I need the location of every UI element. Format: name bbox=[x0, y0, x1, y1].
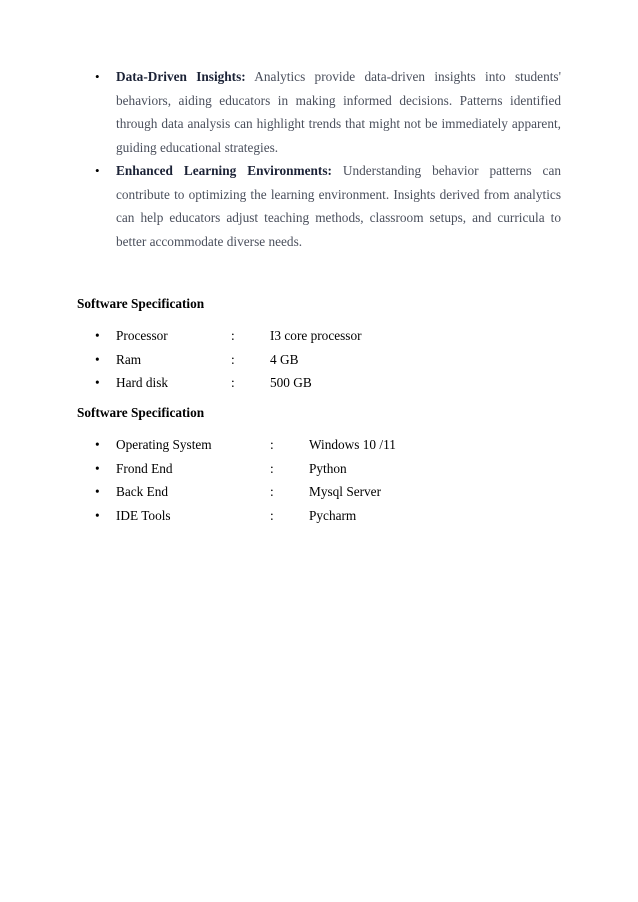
spec-value: Mysql Server bbox=[309, 484, 382, 499]
spec-value: 4 GB bbox=[270, 351, 299, 367]
spec-separator: : bbox=[270, 484, 274, 499]
spec-row-ram bbox=[0, 351, 638, 375]
bullet-icon: • bbox=[95, 507, 100, 523]
bullet-icon: • bbox=[95, 484, 100, 499]
spec-separator: : bbox=[231, 375, 235, 390]
spec-separator: : bbox=[270, 507, 274, 523]
spec-name: Ram bbox=[116, 351, 142, 367]
spec-row-ide-tools bbox=[0, 507, 638, 531]
insight-item bbox=[0, 65, 561, 159]
bullet-icon: • bbox=[95, 375, 100, 390]
spec-row-back-end bbox=[0, 483, 638, 507]
spec-name: Frond End bbox=[116, 460, 173, 476]
bullet-icon: • bbox=[95, 69, 100, 84]
insight-item bbox=[0, 159, 561, 253]
bullet-icon: • bbox=[95, 460, 100, 476]
spec-name: Hard disk bbox=[116, 375, 169, 390]
spec-row-processor bbox=[0, 327, 638, 351]
insight-text: Understanding behavior patterns can contribute to optimizing the learning environment. Insights derived from analytics can help educators adjust teaching methods, classroom setups, and curricula to better accommodate diverse needs. bbox=[116, 163, 562, 249]
insight-text: Analytics provide data-driven insights into students' behaviors, aiding educators in making informed decisions. Patterns identified through data analysis can highlight trends that might not be immediately apparent, guiding educational strategies. bbox=[116, 69, 561, 155]
spec-value: 500 GB bbox=[270, 375, 312, 390]
spec-value: I3 core processor bbox=[270, 328, 362, 343]
software-spec-list bbox=[0, 436, 638, 530]
spec-row-hard-disk bbox=[0, 374, 638, 398]
hardware-spec-heading: Software Specification bbox=[77, 296, 205, 311]
spec-row-front-end bbox=[0, 460, 638, 484]
insights-list bbox=[0, 65, 638, 253]
insight-term: Enhanced Learning Environments: bbox=[116, 163, 332, 178]
spec-separator: : bbox=[231, 328, 235, 343]
spec-value: Python bbox=[309, 460, 347, 476]
spec-name: Processor bbox=[116, 328, 168, 343]
software-spec-heading: Software Specification bbox=[77, 405, 205, 420]
hardware-spec-list bbox=[0, 327, 638, 398]
bullet-icon: • bbox=[95, 351, 100, 367]
spec-name: Operating System bbox=[116, 437, 212, 452]
bullet-icon: • bbox=[95, 437, 100, 452]
spec-separator: : bbox=[270, 460, 274, 476]
spec-separator: : bbox=[270, 437, 274, 452]
bullet-icon: • bbox=[95, 163, 100, 178]
spec-name: Back End bbox=[116, 484, 169, 499]
spec-name: IDE Tools bbox=[116, 507, 171, 523]
spec-value: Pycharm bbox=[309, 507, 357, 523]
spec-row-operating-system bbox=[0, 436, 638, 460]
spec-separator: : bbox=[231, 351, 235, 367]
insight-term: Data-Driven Insights: bbox=[116, 69, 246, 84]
spec-value: Windows 10 /11 bbox=[309, 437, 396, 452]
bullet-icon: • bbox=[95, 328, 100, 343]
